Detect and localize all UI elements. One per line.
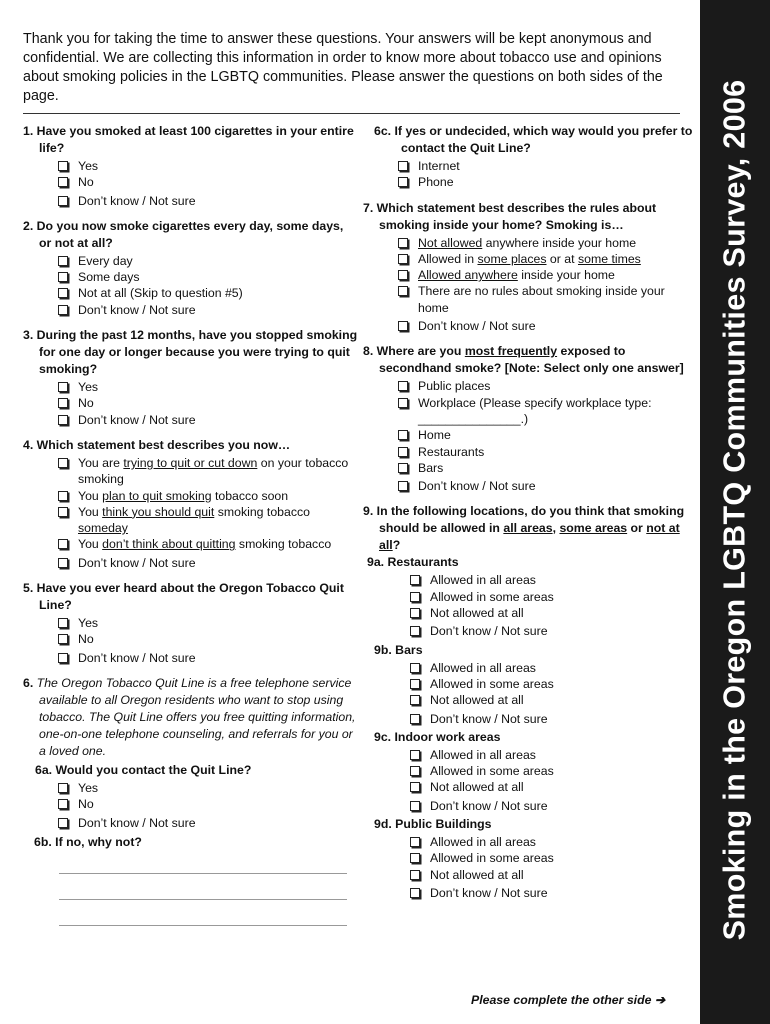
checkbox-icon[interactable] (58, 491, 68, 501)
checkbox-icon[interactable] (58, 818, 68, 828)
checkbox-icon[interactable] (398, 321, 408, 331)
checkbox-icon[interactable] (398, 381, 408, 391)
checkbox-icon[interactable] (398, 254, 408, 264)
checkbox-icon[interactable] (58, 161, 68, 171)
option[interactable]: Don’t know / Not sure (408, 798, 693, 814)
checkbox-icon[interactable] (410, 782, 420, 792)
option[interactable]: You are trying to quit or cut down on your tobacco smoking (56, 455, 358, 488)
footer-note: Please complete the other side ➔ (471, 993, 666, 1007)
checkbox-icon[interactable] (398, 270, 408, 280)
checkbox-icon[interactable] (58, 458, 68, 468)
checkbox-icon[interactable] (398, 447, 408, 457)
checkbox-icon[interactable] (58, 558, 68, 568)
checkbox-icon[interactable] (58, 288, 68, 298)
question-title: 7. Which statement best describes the rules about smoking inside your home? Smoking is… (363, 200, 657, 232)
option[interactable]: No (56, 796, 358, 812)
question-3 (23, 327, 358, 428)
left-column (23, 123, 358, 935)
question-title: 6c. If yes or undecided, which way would you prefer to contact the Quit Line? (374, 124, 693, 155)
question-title: 4. Which statement best describes you now… (23, 437, 291, 452)
checkbox-icon[interactable] (398, 481, 408, 491)
question-5 (23, 580, 358, 666)
option[interactable]: Not allowed at all (408, 867, 693, 883)
option[interactable]: Every day (56, 253, 358, 269)
checkbox-icon[interactable] (58, 398, 68, 408)
question-9 (363, 503, 693, 901)
option[interactable]: Don’t know / Not sure (56, 412, 358, 428)
question-9c-title: 9c. Indoor work areas (374, 729, 501, 744)
checkbox-icon[interactable] (58, 799, 68, 809)
checkbox-icon[interactable] (410, 714, 420, 724)
option[interactable]: Don’t know / Not sure (56, 193, 358, 209)
option[interactable]: Allowed in some areas (408, 850, 693, 866)
checkbox-icon[interactable] (410, 801, 420, 811)
option[interactable]: Don’t know / Not sure (408, 623, 693, 639)
question-7 (363, 200, 693, 335)
question-6c (363, 123, 693, 191)
question-8 (363, 343, 693, 494)
option[interactable]: Allowed in some areas (408, 676, 693, 692)
option[interactable]: You think you should quit smoking tobacco someday (56, 504, 358, 537)
question-6b-title: 6b. If no, why not? (34, 834, 142, 849)
option[interactable]: Not at all (Skip to question #5) (56, 285, 358, 301)
option[interactable]: Don’t know / Not sure (396, 318, 693, 334)
option[interactable]: No (56, 395, 358, 411)
option[interactable]: Not allowed at all (408, 779, 693, 795)
checkbox-icon[interactable] (410, 766, 420, 776)
option[interactable]: No (56, 174, 358, 190)
option[interactable]: Phone (396, 174, 693, 190)
checkbox-icon[interactable] (410, 679, 420, 689)
checkbox-icon[interactable] (410, 663, 420, 673)
question-4 (23, 437, 358, 571)
checkbox-icon[interactable] (398, 463, 408, 473)
question-title: 2. Do you now smoke cigarettes every day, some days, or not at all? (23, 218, 344, 250)
option[interactable]: Not allowed at all (408, 692, 693, 708)
checkbox-icon[interactable] (410, 837, 420, 847)
question-9b-title: 9b. Bars (374, 642, 423, 657)
divider (23, 113, 680, 114)
option[interactable]: You plan to quit smoking tobacco soon (56, 488, 358, 504)
checkbox-icon[interactable] (58, 618, 68, 628)
checkbox-icon[interactable] (58, 539, 68, 549)
option[interactable]: Yes (56, 615, 358, 631)
option[interactable]: Allowed in some places or at some times (396, 251, 693, 267)
question-2 (23, 218, 358, 318)
checkbox-icon[interactable] (398, 430, 408, 440)
question-title: 1. Have you smoked at least 100 cigarettes in your entire life? (23, 124, 354, 155)
answer-line[interactable] (59, 899, 347, 900)
question-title: 3. During the past 12 months, have you stopped smoking for one day or longer because you were trying to quit smoking? (23, 328, 358, 377)
option[interactable]: Allowed in some areas (408, 763, 693, 779)
checkbox-icon[interactable] (410, 592, 420, 602)
checkbox-icon[interactable] (410, 888, 420, 898)
quit-line-description: 6. The Oregon Tobacco Quit Line is a free telephone service available to all Oregon residents who want to stop using tobacco. The Quit Line offers you free quitting information, one-on-one telephone counseling, and referrals for you or a loved one. (23, 675, 356, 758)
option[interactable]: Don’t know / Not sure (408, 711, 693, 727)
option[interactable]: Allowed in all areas (408, 834, 693, 850)
option[interactable]: You don’t think about quitting smoking tobacco (56, 536, 358, 552)
checkbox-icon[interactable] (410, 626, 420, 636)
option[interactable]: Don’t know / Not sure (56, 555, 358, 571)
checkbox-icon[interactable] (58, 507, 68, 517)
option[interactable]: Internet (396, 158, 693, 174)
option[interactable]: Public places (396, 378, 693, 394)
answer-line[interactable] (59, 925, 347, 926)
checkbox-icon[interactable] (410, 695, 420, 705)
option[interactable]: Yes (56, 158, 358, 174)
option[interactable]: Yes (56, 780, 358, 796)
checkbox-icon[interactable] (58, 305, 68, 315)
survey-title: Smoking in the Oregon LGBTQ Communities Survey, 2006 (717, 79, 752, 941)
checkbox-icon[interactable] (58, 196, 68, 206)
option[interactable]: Allowed in all areas (408, 572, 693, 588)
option[interactable]: Not allowed anywhere inside your home (396, 235, 693, 251)
option[interactable]: Don’t know / Not sure (56, 815, 358, 831)
option[interactable]: Home (396, 427, 693, 443)
option[interactable]: Don’t know / Not sure (408, 885, 693, 901)
option[interactable]: Allowed in all areas (408, 747, 693, 763)
right-column (363, 123, 693, 910)
checkbox-icon[interactable] (58, 653, 68, 663)
option[interactable]: Restaurants (396, 444, 693, 460)
option[interactable]: There are no rules about smoking inside your home (396, 283, 693, 316)
checkbox-icon[interactable] (398, 398, 408, 408)
answer-line[interactable] (59, 873, 347, 874)
option[interactable]: Allowed in all areas (408, 660, 693, 676)
question-1 (23, 123, 358, 209)
question-title: 8. Where are you most frequently exposed to secondhand smoke? [Note: Select only one answer] (363, 344, 684, 376)
checkbox-icon[interactable] (398, 161, 408, 171)
intro-text: Thank you for taking the time to answer these questions. Your answers will be kept anonymous and confidential. We are collecting this information in order to know more about tobacco use and opinions about smoking policies in the LGBTQ communities. Please answer the questions on both sides of the page. (23, 31, 663, 104)
checkbox-icon[interactable] (410, 608, 420, 618)
option[interactable]: Yes (56, 379, 358, 395)
option[interactable]: Some days (56, 269, 358, 285)
checkbox-icon[interactable] (398, 238, 408, 248)
checkbox-icon[interactable] (58, 415, 68, 425)
question-6a-title: 6a. Would you contact the Quit Line? (35, 762, 252, 777)
question-title: 5. Have you ever heard about the Oregon Tobacco Quit Line? (23, 581, 344, 613)
checkbox-icon[interactable] (410, 853, 420, 863)
checkbox-icon[interactable] (58, 256, 68, 266)
checkbox-icon[interactable] (410, 750, 420, 760)
checkbox-icon[interactable] (58, 634, 68, 644)
option[interactable]: Allowed in some areas (408, 589, 693, 605)
checkbox-icon[interactable] (58, 272, 68, 282)
option[interactable]: No (56, 631, 358, 647)
checkbox-icon[interactable] (58, 783, 68, 793)
question-9a-title: 9a. Restaurants (367, 555, 459, 570)
option[interactable]: Don’t know / Not sure (56, 302, 358, 318)
question-6 (23, 675, 358, 926)
option[interactable]: Workplace (Please specify workplace type: _______________.) (396, 395, 693, 428)
question-title: 9. In the following locations, do you think that smoking should be allowed in all areas, some areas or not at all? (363, 504, 685, 553)
checkbox-icon[interactable] (410, 575, 420, 585)
checkbox-icon[interactable] (58, 382, 68, 392)
checkbox-icon[interactable] (398, 177, 408, 187)
option[interactable]: Not allowed at all (408, 605, 693, 621)
option[interactable]: Allowed anywhere inside your home (396, 267, 693, 283)
option[interactable]: Don’t know / Not sure (396, 478, 693, 494)
checkbox-icon[interactable] (410, 870, 420, 880)
question-9d-title: 9d. Public Buildings (374, 817, 492, 832)
checkbox-icon[interactable] (58, 177, 68, 187)
option[interactable]: Don’t know / Not sure (56, 650, 358, 666)
checkbox-icon[interactable] (398, 286, 408, 296)
option[interactable]: Bars (396, 460, 693, 476)
